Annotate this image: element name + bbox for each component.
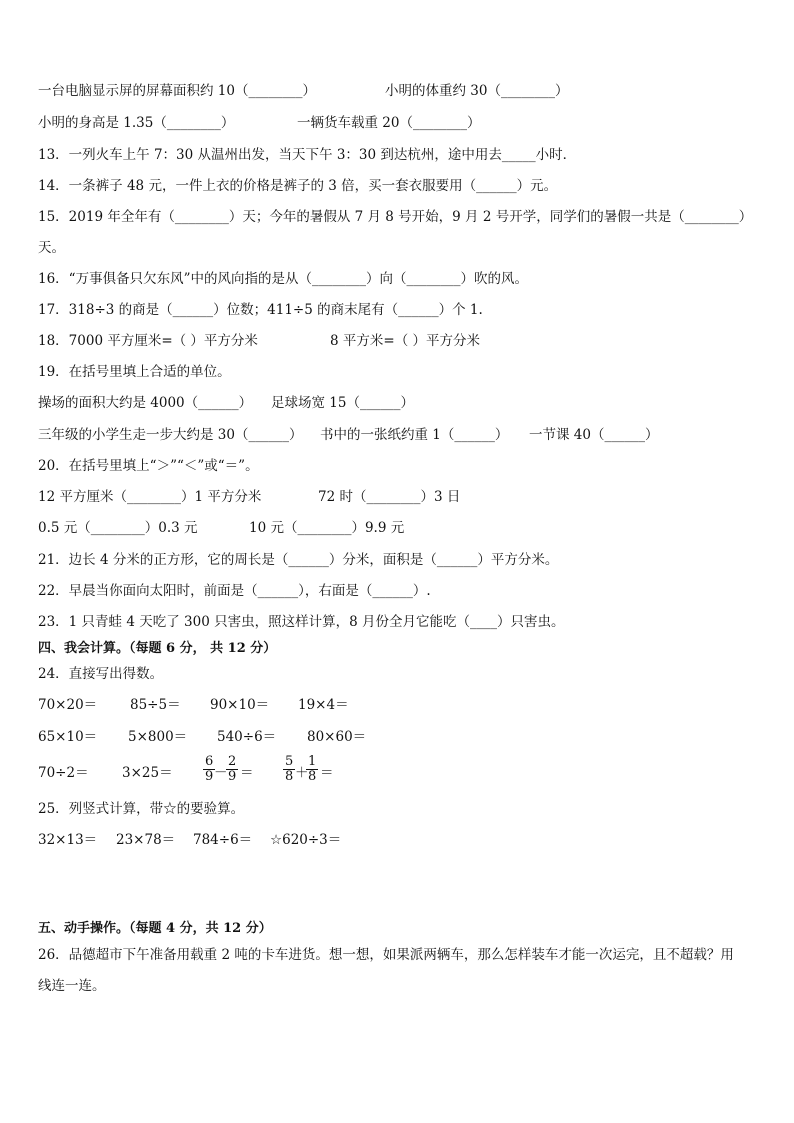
- calc-item: 90×10＝: [210, 697, 270, 713]
- question-20-row2-left: 0.5 元（________）0.3 元: [38, 520, 198, 536]
- question-22: 22．早晨当你面向太阳时，前面是（______），右面是（______）.: [38, 583, 431, 599]
- question-19-row2-c: 一节课 40（______）: [529, 427, 659, 443]
- question-19-title: 19．在括号里填上合适的单位。: [38, 364, 231, 380]
- calc-item: 5×800＝: [128, 729, 188, 745]
- plus-operator: ＋: [295, 765, 309, 781]
- section-4-heading: 四、我会计算。（每题 6 分， 共 12 分）: [38, 641, 277, 656]
- question-26-line2: 线连一连。: [38, 978, 106, 994]
- question-20-row2-right: 10 元（________）9.9 元: [249, 520, 405, 536]
- calc-item: 70×20＝: [38, 697, 98, 713]
- equals-sign: ＝: [320, 765, 334, 781]
- fraction-numerator: 2: [228, 754, 237, 769]
- fraction-numerator: 1: [308, 754, 317, 769]
- question-26-line1: 26．品德超市下午准备用载重 2 吨的卡车进货。想一想，如果派两辆车，那么怎样装车才能一次运完，且不超载？用: [38, 947, 734, 963]
- fraction-2-9: [226, 755, 238, 784]
- q12-row1-right: 小明的体重约 30（________）: [385, 83, 569, 99]
- question-16: 16．“万事俱备只欠东风”中的风向指的是从（________）向（________）吹的风。: [38, 271, 528, 287]
- question-18-right: 8 平方米=（ ）平方分米: [330, 333, 480, 349]
- question-14: 14．一条裤子 48 元，一件上衣的价格是裤子的 3 倍，买一套衣服要用（______）元。: [38, 178, 558, 194]
- question-20-row1-left: 12 平方厘米（________）1 平方分米: [38, 489, 262, 505]
- q12-row1-left: 一台电脑显示屏的屏幕面积约 10（________）: [38, 83, 316, 99]
- fraction-numerator: 6: [205, 754, 214, 769]
- question-19-row2-a: 三年级的小学生走一步大约是 30（______）: [38, 427, 303, 443]
- question-13: 13．一列火车上午 7：30 从温州出发，当天下午 3：30 到达杭州，途中用去_____小时．: [38, 147, 577, 163]
- fraction-denominator: 8: [285, 769, 294, 784]
- question-15-line2: 天。: [38, 240, 65, 256]
- question-19-row1-left: 操场的面积大约是 4000（______）: [38, 395, 253, 411]
- question-19-row2-b: 书中的一张纸约重 1（______）: [320, 427, 509, 443]
- fraction-denominator: 9: [228, 769, 237, 784]
- calc-item: 85÷5＝: [130, 697, 181, 713]
- calc-item: 3×25＝: [122, 765, 173, 781]
- calc-item: 19×4＝: [298, 697, 349, 713]
- calc-item: 80×60＝: [307, 729, 367, 745]
- question-20-title: 20．在括号里填上“＞”“＜”或“＝”。: [38, 458, 259, 474]
- section-5-heading: 五、动手操作。（每题 4 分，共 12 分）: [38, 921, 272, 936]
- question-24-title: 24．直接写出得数。: [38, 666, 164, 682]
- question-19-row1-right: 足球场宽 15（______）: [271, 395, 414, 411]
- fraction-numerator: 5: [285, 754, 294, 769]
- q12-row2-right: 一辆货车载重 20（________）: [297, 115, 481, 131]
- calc-item: 65×10＝: [38, 729, 98, 745]
- question-23: 23．1 只青蛙 4 天吃了 300 只害虫，照这样计算，8 月份全月它能吃（____）只害虫。: [38, 614, 565, 630]
- minus-operator: －: [214, 765, 228, 781]
- vertical-calc-item: ☆620÷3＝: [270, 832, 342, 848]
- calc-item: 540÷6＝: [217, 729, 277, 745]
- vertical-calc-item: 784÷6＝: [193, 832, 253, 848]
- fraction-denominator: 9: [205, 769, 214, 784]
- fraction-5-8: [283, 755, 295, 784]
- fraction-denominator: 8: [308, 769, 317, 784]
- question-17: 17．318÷3 的商是（______）位数；411÷5 的商末尾有（______）个 1.: [38, 302, 483, 318]
- equals-sign: ＝: [240, 765, 254, 781]
- calc-item: 70÷2＝: [38, 765, 89, 781]
- vertical-calc-item: 32×13＝: [38, 832, 98, 848]
- question-18-left: 18．7000 平方厘米=（ ）平方分米: [38, 333, 258, 349]
- question-25-title: 25．列竖式计算，带☆的要验算。: [38, 801, 245, 817]
- question-15-line1: 15．2019 年全年有（________）天；今年的暑假从 7 月 8 号开始，9 月 2 号开学，同学们的暑假一共是（________）: [38, 209, 753, 225]
- fraction-1-8: [306, 755, 318, 784]
- question-21: 21．边长 4 分米的正方形，它的周长是（______）分米，面积是（______）平方分米。: [38, 552, 559, 568]
- q12-row2-left: 小明的身高是 1.35（________）: [38, 115, 235, 131]
- question-20-row1-right: 72 时（________）3 日: [318, 489, 461, 505]
- vertical-calc-item: 23×78＝: [116, 832, 176, 848]
